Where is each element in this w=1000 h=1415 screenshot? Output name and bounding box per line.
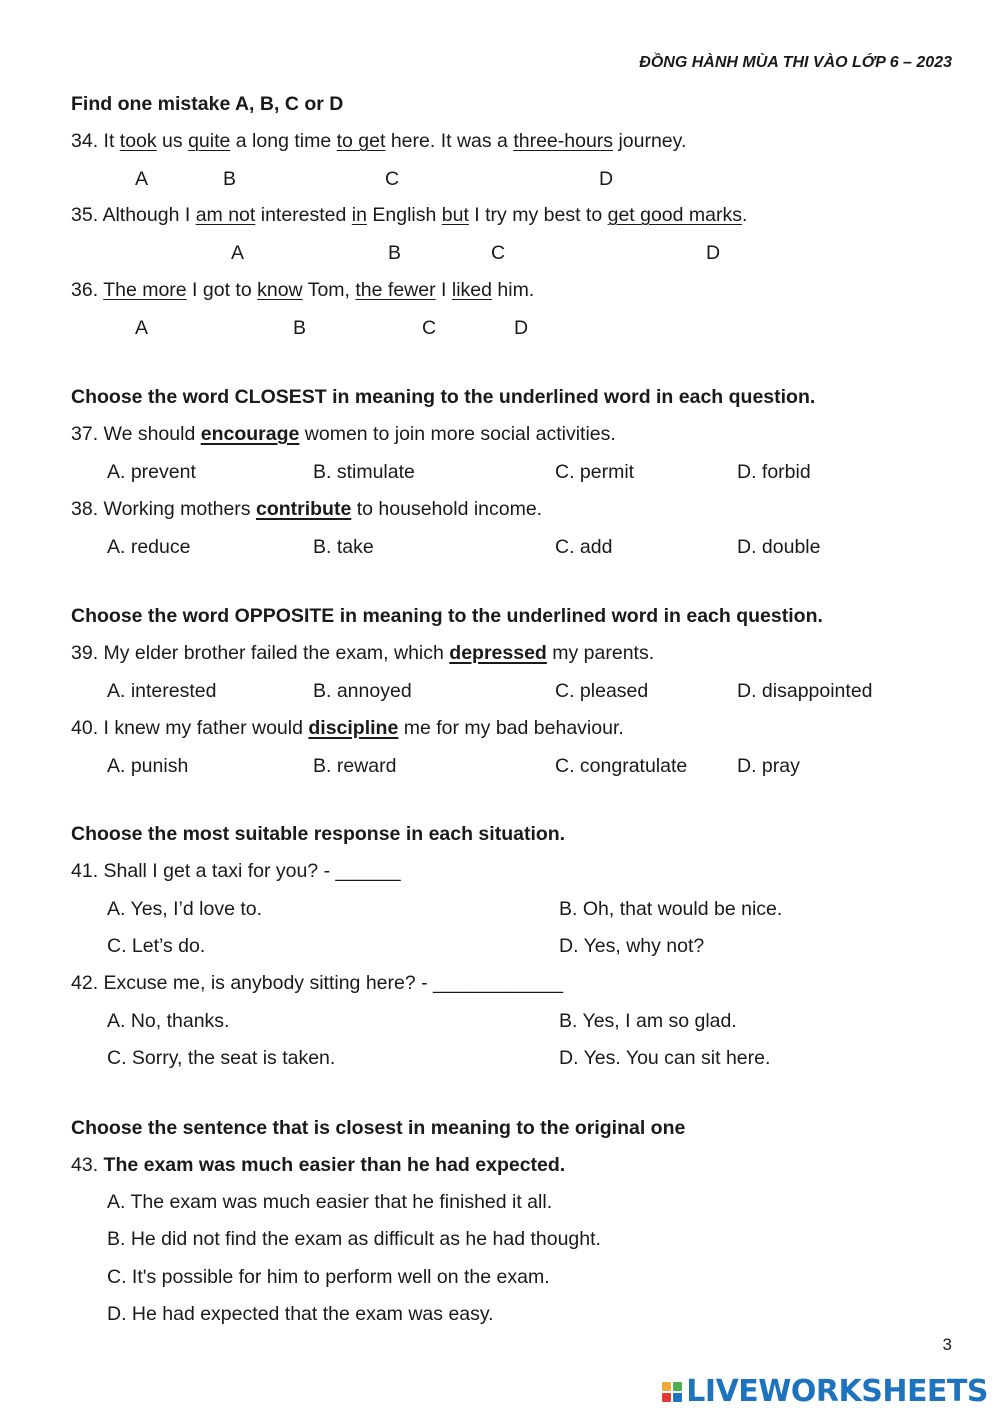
q36-letter-b: B	[293, 317, 307, 339]
q42-option-b: B. Yes, I am so glad.	[559, 1010, 737, 1032]
q35-letter-b: B	[388, 242, 402, 264]
section-title-closest: Choose the word CLOSEST in meaning to the underlined word in each question.	[71, 386, 816, 408]
q36-letter-d: D	[514, 317, 529, 339]
logo-square-1	[662, 1382, 671, 1391]
q43-option-d: D. He had expected that the exam was easy.	[107, 1303, 494, 1325]
page-number: 3	[942, 1335, 952, 1354]
question-43-stem: The exam was much easier than he had expected.	[103, 1154, 566, 1176]
underlined-c: to get	[336, 130, 386, 152]
question-40: 40. I knew my father would discipline me for my bad behaviour.	[71, 717, 624, 739]
q43-option-b: B. He did not find the exam as difficult as he had thought.	[107, 1228, 601, 1250]
logo-text: LIVEWORKSHEETS	[686, 1374, 988, 1409]
q37-option-b: B. stimulate	[313, 461, 415, 483]
page-header: ĐỒNG HÀNH MÙA THI VÀO LỚP 6 – 2023	[639, 54, 952, 71]
q38-option-d: D. double	[737, 536, 821, 558]
q35-letter-a: A	[231, 242, 245, 264]
q40-option-a: A. punish	[107, 755, 189, 777]
logo-square-4	[673, 1393, 682, 1402]
q34-letter-a: A	[135, 168, 149, 190]
q41-option-b: B. Oh, that would be nice.	[559, 898, 783, 920]
question-39: 39. My elder brother failed the exam, which depressed my parents.	[71, 642, 655, 664]
q34-letter-d: D	[599, 168, 614, 190]
q37-option-c: C. permit	[555, 461, 635, 483]
question-37: 37. We should encourage women to join more social activities.	[71, 423, 616, 445]
q43-option-c: C. It's possible for him to perform well on the exam.	[107, 1266, 550, 1288]
q41-option-c: C. Let’s do.	[107, 935, 206, 957]
q42-option-a: A. No, thanks.	[107, 1010, 230, 1032]
q41-option-a: A. Yes, I’d love to.	[107, 898, 263, 920]
question-35: 35. Although I am not interested in English but I try my best to get good marks.	[71, 204, 748, 226]
section-title-opposite: Choose the word OPPOSITE in meaning to the underlined word in each question.	[71, 605, 823, 627]
q39-option-a: A. interested	[107, 680, 217, 702]
section-title-sentence: Choose the sentence that is closest in meaning to the original one	[71, 1117, 686, 1139]
underlined-d: three-hours	[513, 130, 614, 152]
underlined-d: liked	[451, 279, 492, 301]
q40-option-b: B. reward	[313, 755, 397, 777]
logo-icon	[662, 1382, 682, 1402]
q36-letter-c: C	[422, 317, 437, 339]
question-41: 41. Shall I get a taxi for you? - ______	[71, 860, 401, 882]
q40-option-c: C. congratulate	[555, 755, 688, 777]
q39-option-b: B. annoyed	[313, 680, 412, 702]
q37-option-d: D. forbid	[737, 461, 811, 483]
question-38: 38. Working mothers contribute to household income.	[71, 498, 543, 520]
q43-option-a: A. The exam was much easier that he finished it all.	[107, 1191, 553, 1213]
q41-option-d: D. Yes, why not?	[559, 935, 705, 957]
key-word: encourage	[200, 423, 300, 445]
question-42: 42. Excuse me, is anybody sitting here? - ____________	[71, 972, 564, 994]
underlined-d: get good marks	[607, 204, 742, 226]
underlined-a: took	[119, 130, 157, 152]
q38-option-c: C. add	[555, 536, 613, 558]
q39-option-c: C. pleased	[555, 680, 649, 702]
q37-option-a: A. prevent	[107, 461, 196, 483]
question-36: 36. The more I got to know Tom, the fewer I liked him.	[71, 279, 535, 301]
q34-letter-c: C	[385, 168, 400, 190]
section-title-response: Choose the most suitable response in each situation.	[71, 823, 566, 845]
underlined-b: quite	[188, 130, 231, 152]
underlined-b: know	[257, 279, 303, 301]
q40-option-d: D. pray	[737, 755, 800, 777]
logo-square-3	[662, 1393, 671, 1402]
underlined-a: am not	[195, 204, 256, 226]
underlined-c: but	[441, 204, 469, 226]
question-34: 34. It took us quite a long time to get here. It was a three-hours journey.	[71, 130, 687, 152]
q35-letter-c: C	[491, 242, 506, 264]
underlined-b: in	[351, 204, 367, 226]
underlined-c: the fewer	[355, 279, 436, 301]
logo-square-2	[673, 1382, 682, 1391]
q42-option-c: C. Sorry, the seat is taken.	[107, 1047, 336, 1069]
liveworksheets-logo[interactable]	[662, 1374, 988, 1409]
key-word: depressed	[449, 642, 547, 664]
q34-letter-b: B	[223, 168, 237, 190]
q36-letter-a: A	[135, 317, 149, 339]
q39-option-d: D. disappointed	[737, 680, 873, 702]
q35-letter-d: D	[706, 242, 721, 264]
key-word: contribute	[255, 498, 352, 520]
section-title-mistake: Find one mistake A, B, C or D	[71, 93, 344, 115]
q38-option-a: A. reduce	[107, 536, 191, 558]
underlined-a: The more	[103, 279, 187, 301]
key-word: discipline	[308, 717, 399, 739]
q38-option-b: B. take	[313, 536, 374, 558]
q42-option-d: D. Yes. You can sit here.	[559, 1047, 771, 1069]
question-43: 43. The exam was much easier than he had expected.	[71, 1154, 566, 1176]
